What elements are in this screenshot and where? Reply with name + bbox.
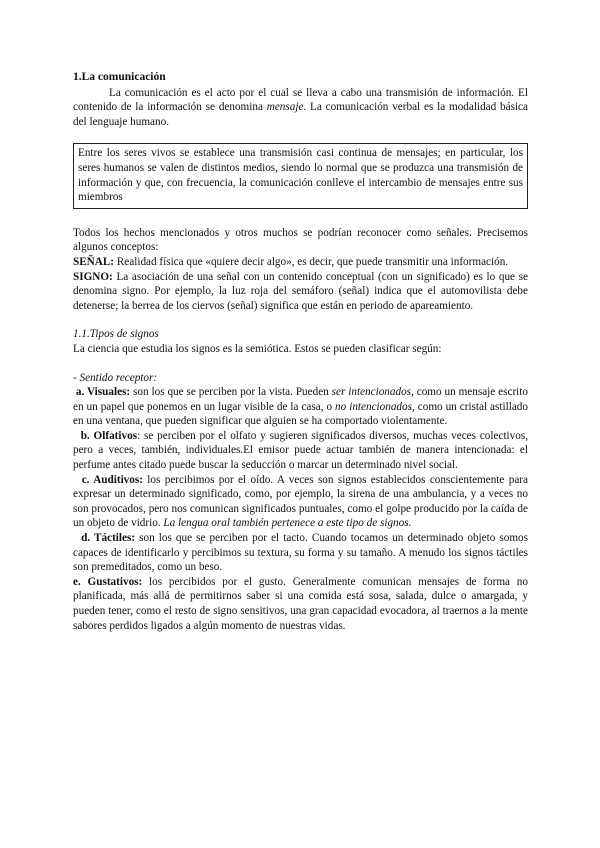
subsection-title: 1.1.Tipos de signos (73, 328, 159, 341)
intro-paragraph: La comunicación es el acto por el cual se lleva a cabo una transmisión de información. El contenido de la información se denomina mensaje. La comunicación verbal es la modalidad básica del lenguaje humano. (73, 86, 528, 128)
hechos-paragraph: Todos los hechos mencionados y otros muchos se podrían reconocer como señales. Precisemos algunos conceptos: (73, 226, 528, 254)
senal-term: SEÑAL: (73, 255, 115, 268)
item-visuales: a. Visuales: son los que se perciben por la vista. Pueden ser intencionados, como un mensaje escrito en un papel que ponemos en un lugar visible de la casa, o no intencionados, como un cristal astillado en una ventana, que pueden significar que alguien se ha comportado violentamente. (73, 386, 528, 428)
box-text: Entre los seres vivos se establece una transmisión casi continua de mensajes; en particular, los seres humanos se valen de distintos medios, siendo lo normal que se produzca una transmisión de información y que, con frecuencia, la comunicación conlleve el intercambio de mensajes entre sus miembros (78, 147, 523, 204)
signo-term: SIGNO: (73, 270, 113, 283)
criterion-label: - Sentido receptor: (73, 371, 158, 384)
section-title: 1.La comunicación (73, 71, 166, 83)
highlight-box (73, 143, 528, 208)
item-gustativos: e. Gustativos: los percibidos por el gusto. Generalmente comunican mensajes de forma no planificada, más allá de permitirnos saber si una comida está sosa, salada, dulce o amargada, y pueden tener, como el resto de signo sensitivos, una gran capacidad evocadora, al traernos a la mente sabores perdidos ligados a algún momento de nuestras vidas. (73, 575, 528, 632)
mensaje-term: mensaje (266, 101, 304, 114)
item-auditivos: c. Auditivos: los percibimos por el oído. A veces son signos establecidos conscientemente para expresar un determinado significado, como, por ejemplo, la sirena de una ambulancia, y a veces no son provocados, pero nos comunican significados puntuales, como el golpe producido por la caída de un objeto de vidrio. La lengua oral también pertenece a este tipo de signos. (73, 473, 528, 530)
senal-definition: SEÑAL: Realidad física que «quiere decir algo», es decir, que puede transmitir una información. (73, 255, 509, 268)
item-tactiles: d. Táctiles: son los que se perciben por el tacto. Cuando tocamos un determinado objeto somos capaces de identificarlo y percibimos su textura, su forma y su tamaño. A menudo los signos táctiles son premeditados, como un beso. (73, 532, 528, 574)
subsection-intro: La ciencia que estudia los signos es la semiótica. Estos se pueden clasificar según: (73, 342, 442, 355)
item-olfativos: b. Olfativos: se perciben por el olfato y sugieren significados diversos, muchas veces colectivos, pero a veces, también, individuales.El emisor puede actuar también de manera intencionada: el perfume antes citado puede buscar la seducción o marcar un determinado nivel social. (73, 429, 528, 472)
signo-definition: SIGNO: La asociación de una señal con un contenido conceptual (con un significado) es lo que se denomina signo. Por ejemplo, la luz roja del semáforo (señal) indica que el automovilista debe detenerse; la berrea de los ciervos (señal) significa que están en periodo de apareamiento. (73, 270, 528, 312)
document-page (73, 70, 528, 633)
